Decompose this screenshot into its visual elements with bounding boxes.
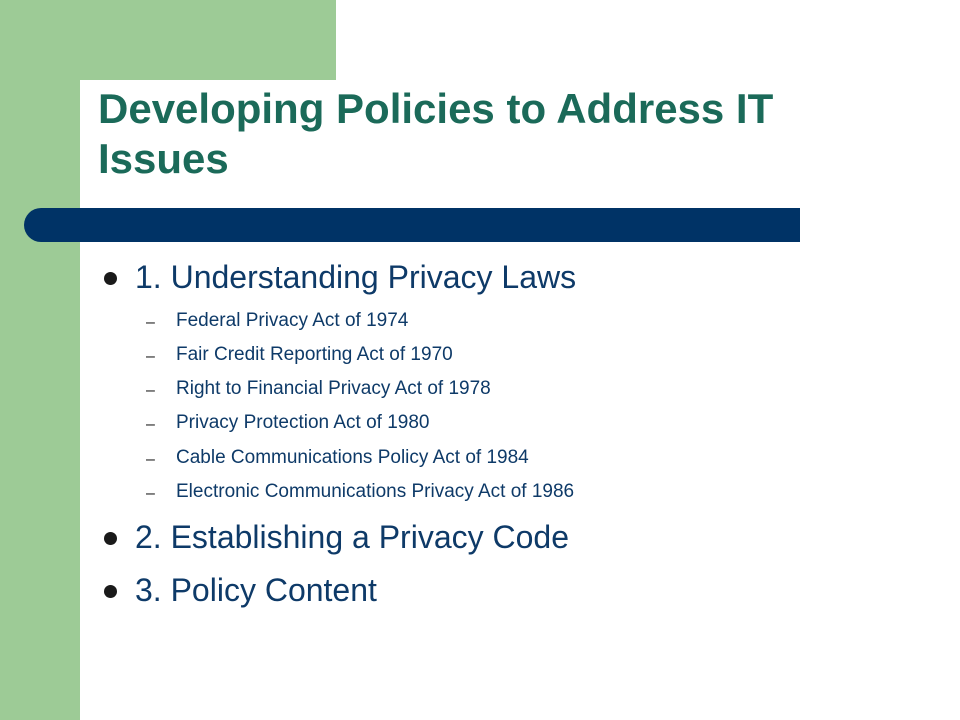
dash-icon: – bbox=[146, 451, 155, 468]
sub-item: Privacy Protection Act of 1980 bbox=[176, 412, 430, 433]
sub-item: Federal Privacy Act of 1974 bbox=[176, 310, 409, 331]
sub-item: Cable Communications Policy Act of 1984 bbox=[176, 447, 529, 468]
sub-item: Right to Financial Privacy Act of 1978 bbox=[176, 378, 491, 399]
sub-item: Fair Credit Reporting Act of 1970 bbox=[176, 344, 453, 365]
dash-icon: – bbox=[146, 348, 155, 365]
bullet-icon bbox=[104, 585, 117, 598]
dash-icon: – bbox=[146, 382, 155, 399]
dash-icon: – bbox=[146, 416, 155, 433]
bullet-item: 2. Establishing a Privacy Code bbox=[135, 519, 569, 555]
bullet-item: 1. Understanding Privacy Laws bbox=[135, 259, 577, 295]
dash-icon: – bbox=[146, 314, 155, 331]
bullet-icon bbox=[104, 532, 117, 545]
dash-icon: – bbox=[146, 485, 155, 502]
slide-title: Developing Policies to Address IT Issues bbox=[98, 85, 774, 182]
bullet-icon bbox=[104, 272, 117, 285]
bullet-item: 3. Policy Content bbox=[135, 572, 377, 608]
sub-item: Electronic Communications Privacy Act of 1986 bbox=[176, 481, 575, 502]
